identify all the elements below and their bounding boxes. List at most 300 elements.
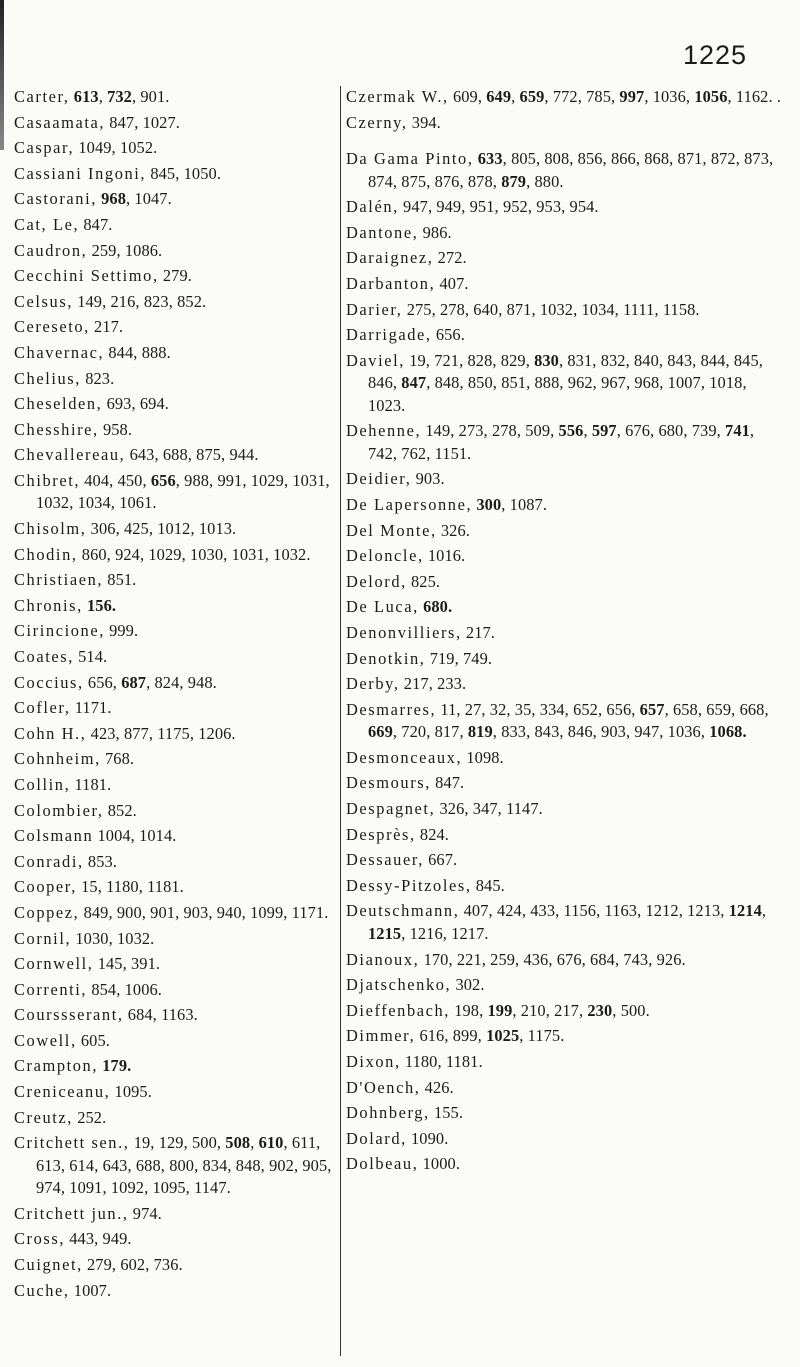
page-ref: 1181.: [74, 774, 112, 794]
index-entry: [346, 798, 786, 821]
page-ref: 926.: [656, 949, 686, 969]
page-ref: 656: [87, 672, 113, 692]
entry-name: Dimmer,: [346, 1026, 416, 1046]
page-ref: 652: [573, 699, 598, 719]
entry-page-refs: 326, 347, 1147.: [439, 799, 543, 819]
entry-name: Courssserant,: [14, 1005, 124, 1025]
page-ref: 808: [544, 149, 570, 169]
entry-page-refs: [407, 1129, 449, 1148]
entry-page-refs: [437, 521, 470, 540]
entry-page-refs: 643, 688, 875, 944.: [129, 445, 259, 465]
page-ref: 1111: [623, 299, 655, 319]
page-ref: 848: [235, 1155, 261, 1175]
entry-page-refs: 633, 805, 808, 856, 866, 868, 871, 872, 873, 874, 875, 876, 878, 879, 880.: [368, 149, 774, 191]
page-ref-main: 657: [639, 699, 665, 719]
index-entry: [346, 148, 786, 193]
page-ref: 1032.: [116, 928, 155, 948]
entry-name: Dessy-Pitzoles,: [346, 875, 472, 895]
page-ref: 259: [490, 949, 516, 969]
entry-name: Despagnet,: [346, 799, 436, 819]
page-ref: 832: [600, 350, 626, 370]
entry-name: Cereseto,: [14, 317, 90, 337]
entry-name: Cofler,: [14, 698, 71, 718]
page-ref: 1032: [36, 493, 70, 513]
page-ref: 1095: [152, 1178, 186, 1198]
page-ref: 1014.: [139, 826, 177, 846]
page-ref: 425: [123, 519, 149, 538]
page-ref: 843: [667, 350, 693, 370]
page-ref: 684: [590, 949, 615, 969]
page-ref: 1034: [581, 299, 615, 319]
entry-page-refs: 15, 1180, 1181.: [81, 877, 184, 897]
page-ref: 1181.: [147, 877, 184, 897]
entry-page-refs: [104, 801, 137, 820]
page-ref: 1012: [157, 519, 191, 538]
index-entry: [14, 928, 336, 951]
index-entry: [14, 342, 336, 365]
entry-page-refs: 854, 1006.: [91, 979, 163, 999]
entry-name: Colsmann: [14, 826, 94, 846]
page-ref: 347: [472, 799, 498, 819]
page-ref: 873: [744, 149, 770, 169]
index-entry: [346, 1128, 786, 1151]
index-entry: [14, 876, 336, 899]
page-ref: 868: [644, 149, 670, 169]
page-ref: 829: [500, 350, 526, 370]
index-entry: [14, 1132, 336, 1200]
page-ref: 668: [739, 699, 765, 719]
entry-name: Da Gama Pinto,: [346, 149, 474, 169]
page-ref: 986.: [422, 222, 452, 242]
entry-name: De Lapersonne,: [346, 495, 473, 515]
page-ref: 844: [108, 342, 134, 362]
entry-name: Coppez,: [14, 902, 80, 922]
page-ref: 659: [706, 699, 732, 719]
index-entry: [346, 875, 786, 898]
page-ref: 279.: [162, 266, 192, 286]
page-ref: 888.: [141, 342, 171, 362]
page-ref: 848: [434, 373, 460, 393]
page-ref: 210: [520, 1000, 546, 1020]
page-ref: 170: [423, 949, 449, 969]
page-ref: 500.: [620, 1000, 650, 1020]
entry-page-refs: 300, 1087.: [476, 495, 548, 515]
page-ref: 903.: [415, 469, 445, 489]
page-ref: 1034: [77, 493, 111, 513]
page-ref: 743: [623, 949, 649, 969]
entry-name: Darrigade,: [346, 325, 432, 345]
page-ref-main: 613: [73, 87, 99, 106]
page-ref: 326.: [440, 520, 470, 540]
page-ref: 27: [464, 699, 482, 719]
page-ref: 1030: [189, 544, 224, 564]
page-ref: 605.: [80, 1030, 110, 1050]
entry-name: Carter,: [14, 87, 70, 106]
page-ref: 1091: [69, 1178, 103, 1198]
entry-page-refs: 198, 199, 210, 217, 230, 500.: [454, 1000, 650, 1020]
page-ref: 394.: [411, 112, 441, 132]
entry-page-refs: 11, 27, 32, 35, 334, 652, 656, 657, 658, 659, 668, 669, 720, 817, 819, 833, 843, 846, 903, 947, 1036, 1068.: [368, 699, 769, 742]
page-ref: 991: [217, 470, 243, 490]
entry-page-refs: 443, 949.: [69, 1229, 132, 1249]
page-ref-main: 508: [225, 1133, 251, 1153]
page-ref-main: 179.: [102, 1056, 132, 1076]
page-ref: 278: [491, 421, 517, 441]
page-ref: 1163: [604, 901, 638, 921]
page-ref: 905: [302, 1155, 328, 1175]
index-entry: [14, 800, 336, 823]
index-entry: [346, 1102, 786, 1125]
page-ref: 847.: [83, 214, 113, 234]
page-ref: 856: [577, 149, 603, 169]
entry-page-refs: 217, 233.: [403, 674, 467, 694]
page-ref: 805: [511, 149, 536, 169]
entry-page-refs: 306, 425, 1012, 1013.: [90, 519, 237, 538]
page-ref: 1030: [75, 928, 109, 948]
index-entry: [14, 240, 336, 263]
entry-page-refs: 19, 129, 500, 508, 610, 611, 613, 614, 643, 688, 800, 834, 848, 902, 905, 974, 1091, 1092, 1095, 1147.: [36, 1133, 332, 1198]
page-ref: 1092: [110, 1178, 145, 1198]
entry-name: Dieffenbach,: [346, 1000, 450, 1020]
page-ref: 688: [162, 445, 188, 465]
entry-page-refs: [103, 570, 136, 589]
page-ref: 845: [150, 163, 176, 183]
page-ref: 1004: [97, 826, 131, 846]
page-ref: 32: [489, 699, 507, 719]
page-ref: 866: [610, 149, 636, 169]
entry-page-refs: [110, 1082, 152, 1101]
page-ref: 952: [502, 197, 528, 217]
page-ref: 749.: [463, 648, 493, 668]
entry-name: Dixon,: [346, 1051, 401, 1071]
index-entry: [346, 900, 786, 945]
page-ref: 762: [401, 443, 427, 463]
page-ref: 851: [501, 373, 527, 393]
page-ref-main: 680.: [423, 597, 453, 617]
index-entry: [14, 518, 336, 541]
page-ref: 1007.: [73, 1280, 112, 1300]
entry-page-refs: [435, 274, 468, 293]
page-ref: 872: [710, 149, 736, 169]
entry-name: Cornil,: [14, 928, 72, 948]
entry-name: Collin,: [14, 774, 71, 794]
page-ref: 1023.: [368, 395, 406, 415]
page-ref: 823: [143, 291, 169, 311]
page-ref: 825.: [411, 571, 441, 591]
entry-page-refs: [419, 597, 452, 616]
index-entry: [346, 468, 786, 491]
page-ref: 947: [403, 197, 428, 217]
entry-name: Czerny,: [346, 112, 408, 132]
entry-page-refs: 275, 278, 640, 871, 1032, 1034, 1111, 1158.: [406, 299, 700, 319]
page-ref: 840: [633, 350, 659, 370]
page-ref: 1036: [667, 722, 701, 742]
entry-page-refs: [70, 1281, 112, 1300]
page-ref: 11: [440, 699, 457, 719]
page-ref-main: 968: [101, 189, 127, 209]
entry-name: Dohnberg,: [346, 1103, 430, 1123]
page-ref: 1217.: [451, 923, 489, 943]
page-ref-main: 1214: [728, 901, 762, 921]
page-ref: 851.: [107, 570, 137, 590]
page-ref: 880.: [534, 171, 564, 191]
page-ref: 968: [634, 373, 660, 393]
entry-name: Desprès,: [346, 824, 416, 844]
index-entry: [14, 163, 336, 186]
entry-page-refs: 1049, 1052.: [78, 138, 158, 158]
page-ref: 875: [401, 171, 427, 191]
entry-name: Deutschmann,: [346, 901, 460, 921]
page-ref: 658: [672, 699, 698, 719]
entry-page-refs: 968, 1047.: [101, 189, 172, 209]
page-ref: 874: [368, 171, 393, 191]
page-ref: 609: [452, 87, 478, 106]
column-divider: [340, 86, 341, 1356]
index-entry: [346, 596, 786, 619]
page-ref: 694.: [139, 394, 169, 414]
page-number: 1225: [683, 40, 748, 70]
page-ref: 962: [567, 373, 593, 393]
page-ref: 944.: [229, 445, 259, 465]
page-ref: 833: [501, 722, 527, 742]
page-ref-main: 1025: [486, 1026, 520, 1046]
entry-page-refs: [462, 623, 495, 642]
page-ref: 1151.: [434, 443, 472, 463]
entry-page-refs: 656, 687, 824, 948.: [87, 672, 217, 692]
page-ref: 1090.: [411, 1128, 449, 1148]
entry-name: Critchett sen.,: [14, 1133, 130, 1153]
page-ref: 1156: [563, 901, 597, 921]
entry-name: Daraignez,: [346, 248, 434, 268]
entry-name: Conradi,: [14, 851, 84, 871]
index-entry: [14, 265, 336, 288]
page-ref: 19: [133, 1133, 151, 1153]
page-ref: 217.: [465, 623, 496, 642]
index-entry: [346, 1000, 786, 1023]
index-entry: [346, 494, 786, 517]
page-ref: 613: [36, 1155, 61, 1175]
entry-name: Denotkin,: [346, 648, 426, 668]
index-entry: [14, 1254, 336, 1277]
page-ref: 1163.: [161, 1005, 198, 1025]
page-ref: 719: [429, 648, 455, 668]
page-ref: 901: [150, 902, 176, 922]
entry-page-refs: [418, 223, 451, 242]
entry-page-refs: [99, 420, 132, 439]
page-ref: 846: [368, 373, 393, 393]
page-ref: 860: [81, 544, 107, 564]
entry-page-refs: 719, 749.: [429, 648, 493, 668]
page-ref: 424: [496, 901, 522, 921]
entry-page-refs: 847, 1027.: [109, 112, 180, 132]
entry-page-refs: [77, 1031, 110, 1050]
page-ref: 1047.: [134, 189, 172, 209]
entry-name: Chisolm,: [14, 519, 87, 538]
page-ref: 988: [184, 470, 210, 490]
page-ref: 800: [169, 1155, 195, 1175]
index-entry: [14, 112, 336, 135]
page-ref: 1032: [539, 299, 574, 319]
index-entry: [14, 953, 336, 976]
entry-name: Castorani,: [14, 189, 97, 209]
index-entry: [346, 648, 786, 671]
entry-page-refs: 684, 1163.: [127, 1005, 198, 1025]
page-ref: 824.: [419, 824, 449, 844]
entry-page-refs: 404, 450, 656, 988, 991, 1029, 1031, 1032, 1034, 1061.: [36, 470, 330, 513]
page-ref-main: 1068.: [709, 722, 747, 742]
entry-page-refs: 947, 949, 951, 952, 953, 954.: [403, 197, 599, 217]
page-ref: 878: [467, 171, 493, 191]
page-ref: 272.: [437, 248, 467, 268]
page-ref: 1018: [709, 373, 743, 393]
entry-page-refs: 609, 649, 659, 772, 785, 997, 1036, 1056, 1162. .: [452, 87, 782, 106]
entry-page-refs: 407, 424, 433, 1156, 1163, 1212, 1213, 1214, 1215, 1216, 1217.: [368, 901, 767, 943]
page-ref: 602: [120, 1255, 146, 1275]
page-ref: 149: [77, 291, 103, 311]
index-entry: [346, 324, 786, 347]
index-entry: [14, 214, 336, 237]
index-entry: [14, 697, 336, 720]
entry-page-refs: [101, 749, 134, 768]
page-ref: 1162. .: [735, 87, 782, 106]
entry-name: Darier,: [346, 299, 403, 319]
entry-name: Chevallereau,: [14, 445, 126, 465]
entry-name: Cooper,: [14, 877, 77, 897]
entry-page-refs: [159, 266, 192, 285]
entry-page-refs: 849, 900, 901, 903, 940, 1099, 1171.: [83, 902, 329, 922]
entry-page-refs: [432, 325, 465, 344]
index-entry: [346, 112, 786, 135]
page-ref: 693: [106, 394, 132, 414]
page-ref: 974.: [132, 1203, 162, 1223]
entry-page-refs: 860, 924, 1029, 1030, 1031, 1032.: [81, 544, 311, 564]
page-ref: 221: [456, 949, 482, 969]
page-ref-main: 997: [619, 87, 645, 106]
entry-page-refs: [129, 1204, 162, 1223]
entry-name: Creutz,: [14, 1107, 73, 1127]
page-ref: 217.: [94, 317, 124, 337]
entry-name: Cornwell,: [14, 954, 94, 974]
entry-page-refs: 616, 899, 1025, 1175.: [419, 1026, 565, 1046]
page-ref: 1147.: [194, 1178, 231, 1198]
entry-name: Caudron,: [14, 240, 88, 260]
page-ref-main: 633: [477, 149, 503, 169]
index-entry: [346, 247, 786, 270]
entry-name: Daviel,: [346, 350, 405, 370]
page-ref: 688: [135, 1155, 161, 1175]
entry-page-refs: [431, 773, 464, 792]
page-ref: 1050.: [183, 163, 222, 183]
index-entry: [14, 748, 336, 771]
entry-page-refs: [83, 596, 116, 615]
entry-page-refs: 693, 694.: [106, 394, 169, 414]
entry-name: Darbanton,: [346, 273, 436, 293]
entry-name: Desmours,: [346, 773, 431, 793]
index-entry: [14, 393, 336, 416]
entry-name: Cat, Le,: [14, 214, 80, 234]
page-ref-main: 1215: [368, 923, 402, 943]
page-ref: 844: [700, 350, 726, 370]
page-ref: 1206.: [198, 723, 236, 743]
page-ref: 643: [129, 445, 155, 465]
page-ref: 958.: [102, 419, 133, 439]
index-entry: [346, 273, 786, 296]
page-ref: 443: [69, 1229, 95, 1249]
page-ref: 302.: [455, 975, 485, 995]
page-ref-main: 659: [519, 87, 545, 106]
page-ref: 1171.: [74, 698, 112, 718]
entry-name: Chronis,: [14, 595, 83, 615]
entry-name: Cuignet,: [14, 1255, 83, 1275]
entry-page-refs: 844, 888.: [108, 342, 171, 362]
page-ref: 768.: [105, 749, 135, 769]
entry-name: Cheselden,: [14, 394, 103, 414]
entry-name: Cassiani Ingoni,: [14, 163, 147, 183]
entry-name: Denonvilliers,: [346, 623, 462, 642]
page-ref: 1061.: [119, 493, 157, 513]
page-ref: 1049: [78, 138, 112, 158]
index-entry: [346, 824, 786, 847]
entry-name: Colombier,: [14, 800, 104, 820]
entry-page-refs: [105, 621, 138, 640]
entry-page-refs: 423, 877, 1175, 1206.: [90, 723, 236, 743]
page-ref: 853.: [87, 851, 117, 871]
index-entry: [346, 545, 786, 568]
index-entry: [346, 747, 786, 770]
index-entry: [14, 979, 336, 1002]
page-ref: 1031: [292, 470, 326, 490]
page-ref: 407.: [439, 273, 469, 293]
entry-page-refs: 170, 221, 259, 436, 676, 684, 743, 926.: [423, 949, 686, 969]
page-ref: 656.: [435, 325, 465, 345]
page-ref-main: 199: [487, 1000, 513, 1020]
entry-name: Czermak W.,: [346, 87, 449, 106]
page-ref-main: 669: [368, 722, 393, 742]
page-ref: 903: [601, 722, 626, 742]
page-ref: 1006.: [124, 979, 163, 999]
page-ref: 739: [691, 421, 717, 441]
entry-name: Coates,: [14, 646, 74, 666]
entry-page-refs: [424, 546, 466, 565]
entry-page-refs: [462, 748, 504, 767]
page-ref: 924: [115, 544, 140, 564]
entry-name: Derby,: [346, 674, 400, 694]
entry-name: Chelius,: [14, 368, 81, 388]
index-entry: [14, 902, 336, 925]
entry-page-refs: 19, 721, 828, 829, 830, 831, 832, 840, 843, 844, 845, 846, 847, 848, 850, 851, 888, 962, 967, 968, 1007, 1018, 1023.: [368, 350, 763, 415]
index-entry: [14, 723, 336, 746]
page-ref: 1180: [106, 877, 139, 897]
page-ref: 426.: [424, 1077, 454, 1097]
page-ref: 1052.: [119, 138, 158, 158]
page-ref: 676: [556, 949, 582, 969]
page-ref: 900: [116, 902, 142, 922]
entry-name: Cuche,: [14, 1280, 70, 1300]
entry-page-refs: 1180, 1181.: [404, 1051, 483, 1071]
index-entry: [14, 444, 336, 467]
page-ref: 306: [90, 519, 116, 538]
page-ref: 233.: [437, 674, 467, 694]
index-entry: [14, 1203, 336, 1226]
page-ref-main: 156.: [87, 595, 117, 615]
page-ref: 1099: [250, 902, 284, 922]
index-entry: [14, 1280, 336, 1303]
entry-name: Cohn H.,: [14, 723, 87, 743]
page-ref: 850: [467, 373, 493, 393]
entry-page-refs: 259, 1086.: [91, 240, 163, 260]
page-ref: 831: [567, 350, 593, 370]
page-ref: 15: [81, 877, 98, 897]
